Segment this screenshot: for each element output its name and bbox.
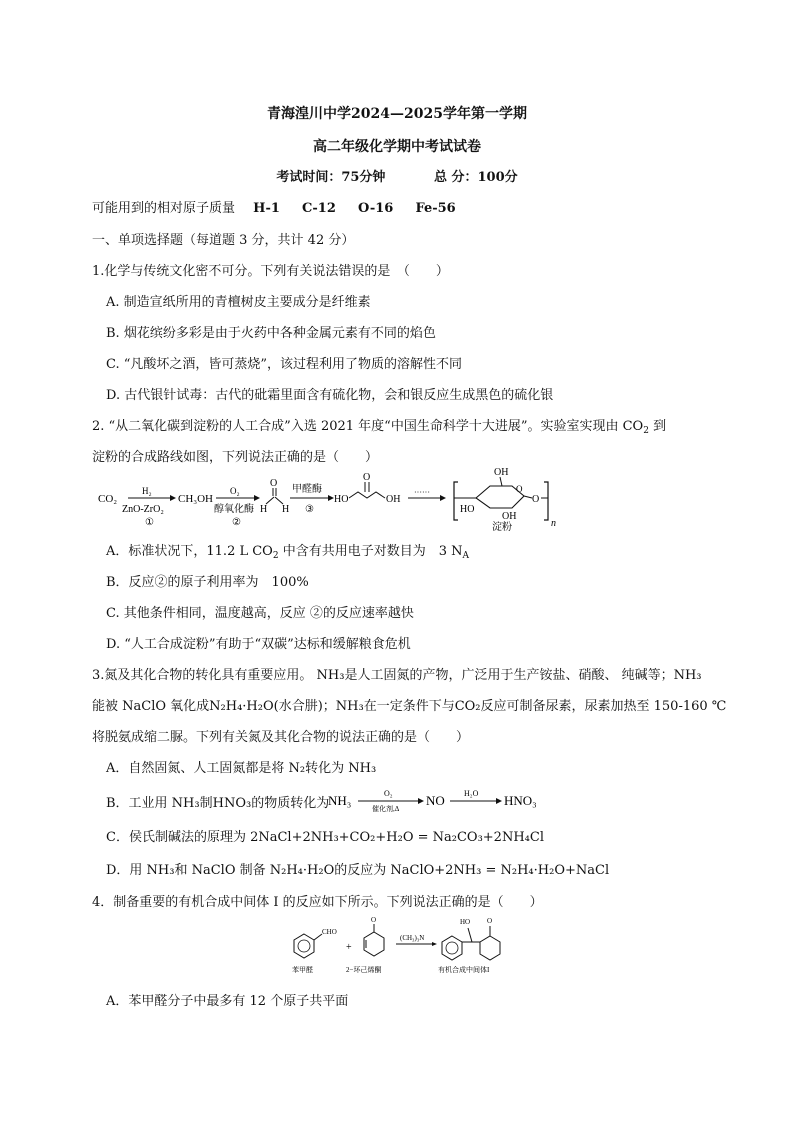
exam-time: 考试时间：75分钟 — [276, 170, 386, 185]
mass-fe: Fe-56 — [415, 201, 456, 216]
cat1-label: ZnO-ZrO₂ — [122, 504, 164, 515]
q2-synthesis-diagram — [92, 464, 572, 534]
q1-option-b: B. 烟花缤纷多彩是由于火药中各种金属元素有不同的焰色 — [106, 326, 436, 341]
step3-label: ③ — [305, 504, 314, 515]
h2-label: H₂ — [142, 486, 152, 496]
q2-stem-line1: 2. “从二氧化碳到淀粉的人工合成”入选 2021 年度“中国生命科学十大进展”。实验室实现由 $CO_2$ 到 — [92, 419, 667, 436]
dha-oh: OH — [386, 494, 401, 505]
reagent-label: (CH₃)₃N — [400, 934, 425, 942]
product-ring — [480, 936, 500, 960]
cat3-label: 甲醛酶 — [292, 484, 322, 495]
arrow-2-head — [254, 495, 260, 501]
atomic-masses — [92, 197, 456, 216]
ch3oh-label: CH₃OH — [178, 493, 214, 505]
cat2-label: 醇氧化酶 — [214, 504, 254, 515]
section-heading: 一、单项选择题（每道题 3 分，共计 42 分） — [92, 233, 355, 248]
q3-stem-line3: 将脱氨成缩二脲。下列有关氮及其化合物的说法正确的是（ ） — [92, 730, 470, 745]
product-ho: HO — [460, 918, 471, 926]
q4-stem: 4．制备重要的有机合成中间体 I 的反应如下所示。下列说法正确的是（ ） — [92, 895, 543, 910]
benzene-ring-1 — [294, 934, 314, 958]
name-intermediate: 有机合成中间体I — [438, 966, 490, 974]
starch-label: 淀粉 — [492, 522, 512, 533]
q2-option-b: B．反应②的原子利用率为 100% — [106, 575, 309, 590]
enone-o: O — [371, 916, 377, 924]
ring-o: O — [516, 484, 523, 494]
b-h2o: H₂O — [464, 789, 479, 798]
formaldehyde-o: O — [270, 478, 278, 489]
benzene-ring-2 — [442, 936, 462, 960]
arrow-4-head — [440, 495, 446, 501]
q1-option-c: C. “凡酸坏之酒，皆可蒸烧”，该过程利用了物质的溶解性不同 — [106, 357, 463, 372]
exam-title: 青海湟川中学2024—2025学年第一学期 — [267, 106, 527, 122]
q3-option-d: D．用 NH₃和 NaClO 制备 N₂H₄·H₂O的反应为 NaClO+2NH₃ = N₂H₄·H₂O+NaCl — [106, 863, 610, 878]
atomic-masses-label: 可能用到的相对原子质量 — [92, 201, 236, 216]
q3-conversion-diagram — [326, 784, 546, 814]
q3-stem-line2: 能被 NaClO 氧化成N₂H₄·H₂O(水合肼)；NH₃在一定条件下与CO₂反应可制备尿素，尿素加热至 150-160 ℃ — [92, 699, 727, 714]
step1-label: ① — [145, 517, 154, 528]
q4-reaction-diagram — [282, 912, 522, 976]
mass-h: H-1 — [253, 201, 280, 216]
exam-info — [0, 166, 794, 185]
n-label: n — [551, 518, 556, 529]
formaldehyde-h-right: H — [282, 504, 290, 515]
oh-top: OH — [494, 467, 509, 478]
q3-option-c: C．侯氏制碱法的原理为 2NaCl+2NH₃+CO₂+H₂O = Na₂CO₃+2NH₄Cl — [106, 830, 544, 845]
q3-option-b: B．工业用 NH₃制HNO₃的物质转化为 — [106, 796, 330, 811]
mass-o: O-16 — [358, 201, 394, 216]
ring-ho: HO — [460, 504, 475, 515]
b-hno3: HNO₃ — [504, 793, 537, 808]
b-cat: 催化剂,Δ — [372, 805, 400, 813]
co2-label: CO₂ — [98, 493, 118, 505]
dha-ho: HO — [334, 494, 349, 505]
q1-stem: 1.化学与传统文化密不可分。下列有关说法错误的是 （ ） — [92, 264, 449, 279]
b-no: NO — [426, 793, 445, 808]
step2-label: ② — [232, 517, 241, 528]
plus-sign: + — [346, 942, 352, 953]
bracket-right — [544, 482, 548, 520]
q4-option-a: A．苯甲醛分子中最多有 12 个原子共平面 — [106, 994, 349, 1009]
q3-option-a: A．自然固氮、人工固氮都是将 N₂转化为 NH₃ — [106, 761, 377, 776]
q2-stem-line2: 淀粉的合成路线如图，下列说法正确的是（ ） — [92, 450, 379, 465]
b-nh3: NH₃ — [328, 793, 352, 808]
ring-oh: OH — [502, 511, 517, 522]
b-o2: O₂ — [384, 789, 393, 798]
name-cyclohexenone: 2−环己烯酮 — [346, 966, 382, 974]
formaldehyde-h-left: H — [260, 504, 268, 515]
cho-label: CHO — [322, 928, 337, 936]
exam-subtitle: 高二年级化学期中考试试卷 — [313, 139, 481, 155]
q2-option-d: D. “人工合成淀粉”有助于“双碳”达标和缓解粮食危机 — [106, 637, 411, 652]
dots-label: ······ — [414, 488, 430, 497]
bracket-left — [454, 482, 458, 520]
q2-option-a: A．标准状况下，11.2 L $CO_2$ 中含有共用电子对数目为 3 $N_A$ — [106, 544, 469, 561]
product-o: O — [487, 917, 493, 925]
arrow-1-head — [170, 495, 176, 501]
q1-option-a: A. 制造宣纸所用的青檀树皮主要成分是纤维素 — [106, 295, 371, 310]
q3-stem-line1: 3.氮及其化合物的转化具有重要应用。 NH₃是人工固氮的产物，广泛用于生产铵盐、硝酸、 纯碱等；NH₃ — [92, 668, 702, 683]
link-o: O — [532, 494, 540, 505]
dha-o: O — [363, 472, 371, 483]
q2-option-c: C. 其他条件相同，温度越高，反应 ②的反应速率越快 — [106, 606, 414, 621]
mass-c: C-12 — [302, 201, 336, 216]
cyclohexenone-ring — [364, 932, 384, 956]
o2-label: O₂ — [230, 486, 240, 496]
q1-option-d: D. 古代银针试毒：古代的砒霜里面含有硫化物，会和银反应生成黑色的硫化银 — [106, 388, 554, 403]
exam-score: 总 分：100分 — [433, 170, 518, 185]
name-benzaldehyde: 苯甲醛 — [292, 966, 313, 974]
